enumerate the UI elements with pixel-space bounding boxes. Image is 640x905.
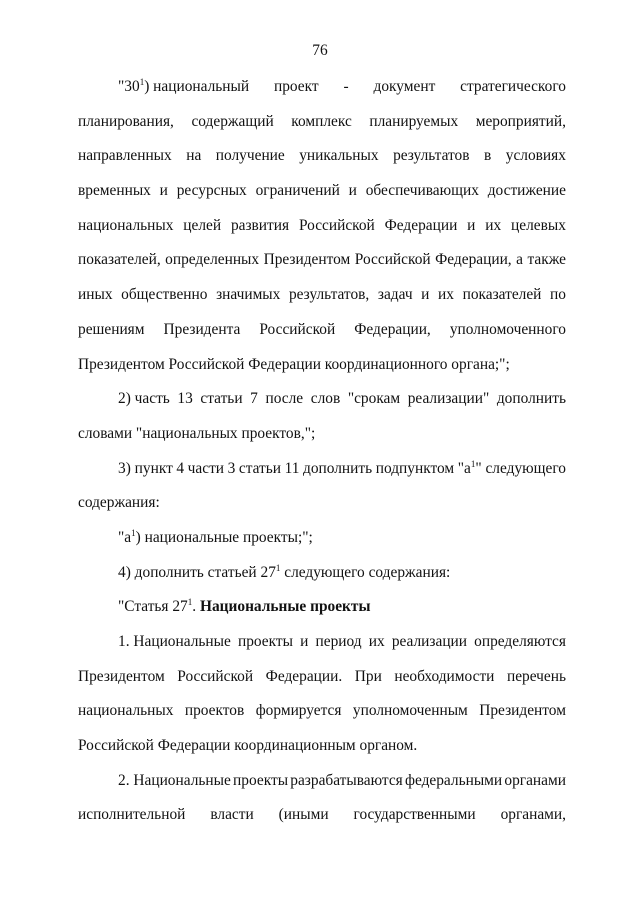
word: комплекс <box>291 112 352 130</box>
paragraph-clause-2 <box>78 771 566 840</box>
word: мероприятий, <box>475 112 566 130</box>
word: задач <box>377 286 413 304</box>
word: в <box>484 147 492 165</box>
word: обеспечивающих <box>365 182 479 200</box>
word: также <box>527 251 566 269</box>
word: Федерации. <box>265 667 343 685</box>
paragraph-item-a1: "$а^1$) национальные проекты;"; <box>118 527 313 546</box>
word: ограничений <box>255 182 340 200</box>
word: Президентом <box>479 702 566 720</box>
text-line <box>78 285 566 320</box>
word: перечень <box>506 667 566 685</box>
word: подпунктом <box>375 459 455 477</box>
word: Президента <box>163 320 241 338</box>
text-line <box>78 805 566 840</box>
word: по <box>550 286 566 304</box>
word: - <box>343 78 349 95</box>
word: достижение <box>487 182 566 200</box>
word: национальных <box>78 216 174 234</box>
text-line <box>78 667 566 702</box>
word: получение <box>215 147 285 165</box>
word: исполнительной <box>78 806 186 824</box>
text-line <box>78 459 566 494</box>
paragraph-item-3 <box>78 459 566 528</box>
word: и <box>421 286 430 304</box>
word: стратегического <box>460 78 566 95</box>
word: (иными <box>278 806 329 824</box>
article-heading: "Статья $27^1$. Национальные проекты <box>118 597 371 616</box>
text-line: Президентом Российской Федерации координационного органа;"; <box>78 355 510 373</box>
word: Президентом <box>78 667 165 685</box>
text-line <box>78 216 566 251</box>
paragraph-item-30-1 <box>78 77 566 389</box>
word: "срокам <box>347 390 401 408</box>
word: 2. Национальные <box>118 771 231 789</box>
word: слов <box>310 390 341 408</box>
text-line <box>78 112 566 147</box>
paragraph-item-4: 4) дополнить статьей $27^1$ следующего содержания: <box>118 562 451 581</box>
page-number: 76 <box>312 42 328 59</box>
word: значимых <box>216 286 281 304</box>
word: уполномоченного <box>449 320 566 338</box>
word: дополнить <box>303 459 373 477</box>
word: иных <box>78 286 113 304</box>
word: разрабатываются <box>290 771 403 789</box>
word: проектов <box>184 702 245 720</box>
word: уникальных <box>299 147 379 165</box>
word: временных <box>78 182 151 200</box>
word: планирования, <box>78 112 174 130</box>
word: их <box>438 286 454 304</box>
word: 2) часть <box>118 390 170 408</box>
text-line: Российской Федерации координационным органом. <box>78 737 418 755</box>
word: планируемых <box>369 112 459 130</box>
word: статьи <box>238 459 282 477</box>
word-group: "$30^1$) национальный <box>118 77 250 95</box>
word: и <box>300 633 309 650</box>
word: проекты <box>237 633 293 650</box>
word: Федерации <box>384 216 458 234</box>
text-line: содержания: <box>78 494 160 512</box>
word: проекты <box>233 771 289 789</box>
word: 4 <box>176 459 185 477</box>
word: 13 <box>177 390 193 408</box>
word: федеральными <box>404 771 503 789</box>
word: результатов <box>393 147 470 165</box>
word: уполномоченным <box>352 702 468 720</box>
word: Российской <box>354 251 431 269</box>
word: органами, <box>500 806 566 824</box>
word: статьи <box>200 390 243 408</box>
word: ресурсных <box>176 182 247 200</box>
word: и <box>348 182 357 200</box>
text-line <box>78 389 566 424</box>
word: решениям <box>78 320 145 338</box>
word: целей <box>183 216 222 234</box>
word: Российской <box>259 320 336 338</box>
text-line <box>78 77 566 112</box>
text-line <box>78 771 566 806</box>
word: Федерации, <box>354 320 431 338</box>
word: реализации" <box>407 390 490 408</box>
text-line <box>78 181 566 216</box>
word: результатов, <box>288 286 370 304</box>
word: власти <box>210 806 254 824</box>
word: Президентом <box>263 251 351 269</box>
word: направленных <box>78 147 172 165</box>
word: дополнить <box>496 390 566 408</box>
text-line <box>78 146 566 181</box>
word: Российской <box>298 216 375 234</box>
word: условиях <box>505 147 566 165</box>
word: 1. Национальные <box>118 633 231 650</box>
word: При <box>354 667 382 685</box>
word: и <box>159 182 168 200</box>
word: их <box>368 633 385 650</box>
word: а <box>516 251 523 269</box>
word: органами <box>504 771 566 789</box>
text-line <box>78 632 566 667</box>
paragraph-item-2 <box>78 389 566 458</box>
text-line: словами "национальных проектов,"; <box>78 424 316 442</box>
word: части <box>187 459 225 477</box>
word: документ <box>373 78 436 95</box>
word: содержащий <box>191 112 274 130</box>
word: развития <box>230 216 290 234</box>
word: на <box>186 147 202 165</box>
word: реализации <box>391 633 468 650</box>
paragraph-clause-1 <box>78 632 566 771</box>
word: их <box>485 216 502 234</box>
word-group: "$а^1$" следующего <box>457 458 566 477</box>
text-line <box>78 320 566 355</box>
word: необходимости <box>394 667 495 685</box>
article-title: Национальные проекты <box>199 598 371 616</box>
word: общественно <box>121 286 208 304</box>
word: целевых <box>511 216 566 234</box>
word: после <box>265 390 304 408</box>
word: 3) пункт <box>118 459 173 477</box>
word: Российской <box>177 667 254 685</box>
text-line <box>78 250 566 285</box>
word: проект <box>273 78 319 95</box>
word: 3 <box>227 459 236 477</box>
word: определенных <box>165 251 260 269</box>
word: 7 <box>250 390 258 408</box>
word: формируется <box>255 702 342 720</box>
document-body <box>78 77 566 840</box>
word: показателей <box>462 286 542 304</box>
word: Федерации, <box>435 251 512 269</box>
word: показателей, <box>78 251 161 269</box>
word: 11 <box>284 459 300 477</box>
word: и <box>467 216 476 234</box>
word: государственными <box>353 806 476 824</box>
text-line <box>78 701 566 736</box>
word: определяются <box>474 633 566 650</box>
word: период <box>315 633 362 650</box>
word: национальных <box>78 702 174 720</box>
